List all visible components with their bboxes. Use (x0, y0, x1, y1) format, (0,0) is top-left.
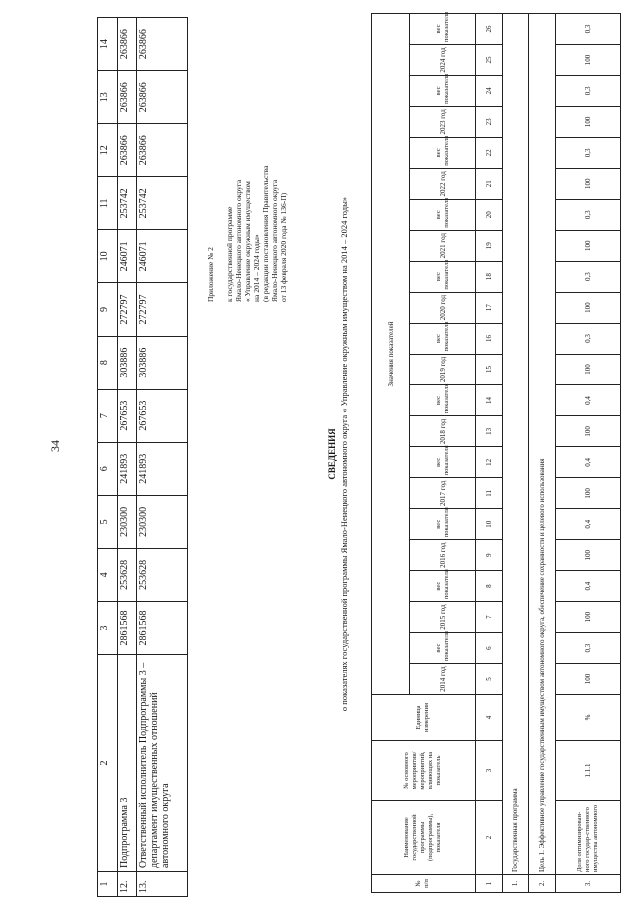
document-heading (326, 4, 366, 904)
heading-subtitle: о показателях государственной программы Ямало-Ненецкого автономного округа « Управление окружным имуществом на 2014 – 2024 годы» (339, 196, 349, 712)
column-number: 9 (475, 540, 502, 571)
column-numbers-row (475, 14, 502, 893)
budget-cell: 267653 (117, 389, 137, 442)
budget-cell: 272797 (117, 283, 137, 336)
appendix-line: (в редакции постановления Правительства (261, 165, 270, 302)
column-number: 19 (475, 230, 502, 261)
budget-cell: 303886 (117, 336, 137, 389)
appendix-line: Ямало-Ненецкого автономного округа (270, 179, 279, 302)
year-header: 2020 год (410, 292, 476, 323)
weight-header: вес показателя (410, 75, 476, 106)
indicator-value: 0,3 (555, 137, 620, 168)
appendix-note (206, 2, 306, 302)
budget-header-cell: 8 (98, 336, 118, 389)
budget-header-cell: 13 (98, 71, 118, 124)
column-number: 5 (475, 664, 502, 695)
indicator-value: 100 (555, 416, 620, 447)
column-number: 24 (475, 75, 502, 106)
budget-header-cell: 11 (98, 177, 118, 230)
indicator-value: 0,3 (555, 323, 620, 354)
budget-cell: 241893 (117, 442, 137, 495)
budget-header-cell: 14 (98, 18, 118, 71)
budget-header-cell: 9 (98, 283, 118, 336)
indicator-value: 100 (555, 602, 620, 633)
budget-cell: 246071 (137, 230, 188, 283)
indicator-value: 0,4 (555, 385, 620, 416)
appendix-line: к государственной программе (225, 206, 234, 302)
budget-header-cell: 7 (98, 389, 118, 442)
column-number: 2 (475, 801, 502, 875)
indicator-value: 100 (555, 354, 620, 385)
budget-header-cell: 10 (98, 230, 118, 283)
budget-header-cell: 6 (98, 442, 118, 495)
column-number: 10 (475, 509, 502, 540)
col-header-unit: Единица измерения (372, 695, 476, 741)
col-header-num: № п/п (372, 875, 476, 893)
budget-row-num: 13. (137, 872, 188, 897)
indicator-value: 100 (555, 168, 620, 199)
indicator-value: 0,3 (555, 633, 620, 664)
indicators-table (371, 13, 621, 893)
budget-cell: 272797 (137, 283, 188, 336)
page-number: 34 (48, 440, 62, 452)
year-header: 2016 год (410, 540, 476, 571)
indicator-value: 0,4 (555, 509, 620, 540)
section-row (502, 14, 529, 893)
column-number: 17 (475, 292, 502, 323)
budget-cell: 253742 (137, 177, 188, 230)
appendix-line: от 13 февраля 2020 года № 136-П) (279, 192, 288, 302)
budget-cell: 253628 (137, 548, 188, 601)
indicator-value: 100 (555, 44, 620, 75)
column-number: 14 (475, 385, 502, 416)
indicator-value: 100 (555, 230, 620, 261)
indicators-header-row (372, 14, 410, 893)
col-header-values: Значения показателей (372, 14, 410, 695)
column-number: 20 (475, 199, 502, 230)
budget-header-cell: 2 (98, 655, 118, 872)
section-text: Цель 1. Эффективное управление государственным имуществом автономного округа, обеспечение сохранности и целевого использования (529, 14, 556, 875)
indicator-value: 0,4 (555, 571, 620, 602)
year-header: 2022 год (410, 168, 476, 199)
indicator-value: 0,3 (555, 75, 620, 106)
budget-row (117, 18, 137, 897)
weight-header: вес показателя (410, 14, 476, 45)
column-number: 21 (475, 168, 502, 199)
column-number: 18 (475, 261, 502, 292)
weight-header: вес показателя (410, 137, 476, 168)
year-header: 2021 год (410, 230, 476, 261)
column-number: 16 (475, 323, 502, 354)
row-num: 2. (529, 875, 556, 893)
budget-cell: 263866 (117, 18, 137, 71)
budget-header-cell: 5 (98, 495, 118, 548)
row-num: 3. (555, 875, 620, 893)
column-number: 15 (475, 354, 502, 385)
col-header-name: Наименование государственной программы (подпрограммы), показателя (372, 801, 476, 875)
budget-row-num: 12. (117, 872, 137, 897)
col-header-measure: № основного мероприятия/мероприятий, влияющих на показатель (372, 741, 476, 801)
column-number: 8 (475, 571, 502, 602)
year-header: 2017 год (410, 478, 476, 509)
year-header: 2019 год (410, 354, 476, 385)
column-number: 26 (475, 14, 502, 45)
appendix-title: Приложение № 2 (206, 247, 215, 302)
weight-header: вес показателя (410, 323, 476, 354)
column-number: 25 (475, 44, 502, 75)
indicator-value: 0,3 (555, 261, 620, 292)
data-row (555, 14, 620, 893)
measure-number: 1.1.1 (555, 741, 620, 801)
budget-cell: 253742 (117, 177, 137, 230)
unit: % (555, 695, 620, 741)
appendix-line: на 2014 – 2024 годы» (252, 234, 261, 302)
section-row (529, 14, 556, 893)
column-number: 23 (475, 106, 502, 137)
budget-cell: 263866 (137, 71, 188, 124)
column-number: 22 (475, 137, 502, 168)
budget-row (137, 18, 188, 897)
column-number: 6 (475, 633, 502, 664)
weight-header: вес показателя (410, 633, 476, 664)
budget-header-cell: 3 (98, 601, 118, 654)
budget-row-name: Подпрограмма 3 (117, 655, 137, 872)
budget-cell: 263866 (117, 124, 137, 177)
indicator-value: 0,3 (555, 14, 620, 45)
budget-cell: 241893 (137, 442, 188, 495)
row-num: 1. (502, 875, 529, 893)
indicator-value: 0,4 (555, 447, 620, 478)
column-number: 7 (475, 602, 502, 633)
budget-cell: 303886 (137, 336, 188, 389)
column-number: 11 (475, 478, 502, 509)
budget-header-cell: 12 (98, 124, 118, 177)
budget-cell: 253628 (117, 548, 137, 601)
indicator-value: 100 (555, 478, 620, 509)
year-header: 2015 год (410, 602, 476, 633)
budget-table (97, 17, 188, 897)
weight-header: вес показателя (410, 199, 476, 230)
indicator-name: Доля оптимизирован-ного государ-ственного имущества автономного (555, 801, 620, 875)
appendix-line: Ямало-Ненецкого автономного округа (234, 179, 243, 302)
year-header: 2024 год (410, 44, 476, 75)
budget-row-name: Ответственный исполнитель Подпрограммы 3 – департамент имущественных отношений автономного округа (137, 655, 188, 872)
indicator-value: 100 (555, 540, 620, 571)
weight-header: вес показателя (410, 571, 476, 602)
year-header: 2023 год (410, 106, 476, 137)
weight-header: вес показателя (410, 447, 476, 478)
indicator-value: 0,3 (555, 199, 620, 230)
budget-cell: 263866 (117, 71, 137, 124)
budget-cell: 246071 (117, 230, 137, 283)
column-number: 13 (475, 416, 502, 447)
indicator-value: 100 (555, 106, 620, 137)
column-number: 3 (475, 741, 502, 801)
weight-header: вес показателя (410, 385, 476, 416)
weight-header: вес показателя (410, 261, 476, 292)
budget-header-cell: 4 (98, 548, 118, 601)
budget-cell: 267653 (137, 389, 188, 442)
year-header: 2018 год (410, 416, 476, 447)
budget-cell: 230300 (117, 495, 137, 548)
weight-header: вес показателя (410, 509, 476, 540)
budget-cell: 2861568 (137, 601, 188, 654)
column-number: 1 (475, 875, 502, 893)
budget-cell: 230300 (137, 495, 188, 548)
budget-header-row (98, 18, 118, 897)
budget-cell: 263866 (137, 124, 188, 177)
indicator-value: 100 (555, 292, 620, 323)
budget-cell: 2861568 (117, 601, 137, 654)
section-text: Государственная программа (502, 14, 529, 875)
appendix-line: « Управление окружным имуществом (243, 181, 252, 302)
column-number: 4 (475, 695, 502, 741)
budget-header-cell: 1 (98, 872, 118, 897)
indicator-value: 100 (555, 664, 620, 695)
year-header: 2014 год (410, 664, 476, 695)
budget-cell: 263866 (137, 18, 188, 71)
heading-title: СВЕДЕНИЯ (327, 428, 337, 480)
column-number: 12 (475, 447, 502, 478)
